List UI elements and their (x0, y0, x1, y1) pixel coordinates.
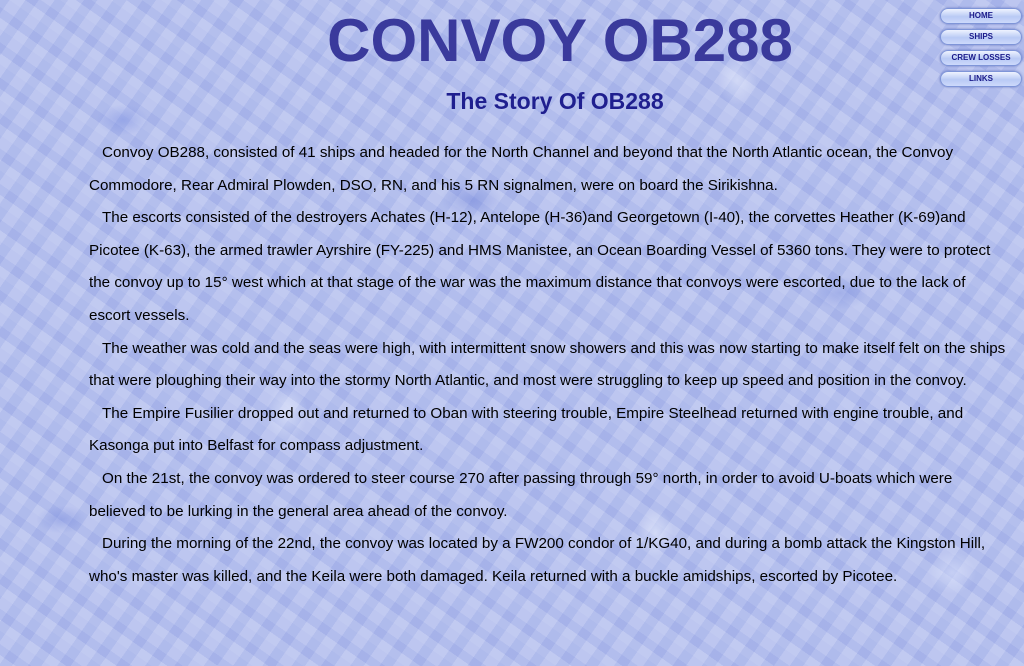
nav-ships-button[interactable]: SHIPS (940, 29, 1022, 45)
story-paragraph: The escorts consisted of the destroyers Achates (H-12), Antelope (H-36)and Georgetown (I-40), the corvettes Heather (K-69)and Picotee (K-63), the armed trawler Ayrshire (FY-225) and HMS Manistee, an Ocean Boarding Vessel of 5360 tons. They were to protect the convoy up to 15° west which at that stage of the war was the maximum distance that convoys were escorted, due to the lack of escort vessels. (89, 209, 991, 324)
story-paragraph: Convoy OB288, consisted of 41 ships and headed for the North Channel and beyond that the North Atlantic ocean, the Convoy Commodore, Rear Admiral Plowden, DSO, RN, and his 5 RN signalmen, were on board the Sirikishna. (89, 144, 954, 194)
story-body (89, 137, 1009, 593)
page-subtitle: The Story Of OB288 (446, 88, 664, 114)
nav-links-button[interactable]: LINKS (940, 71, 1022, 87)
nav-menu (940, 8, 1022, 92)
nav-crew-losses-button[interactable]: CREW LOSSES (940, 50, 1022, 66)
nav-home-button[interactable]: HOME (940, 8, 1022, 24)
story-paragraph: During the morning of the 22nd, the convoy was located by a FW200 condor of 1/KG40, and during a bomb attack the Kingston Hill, who's master was killed, and the Keila were both damaged. Keila returned with a buckle amidships, escorted by Picotee. (89, 535, 986, 585)
story-paragraph: The Empire Fusilier dropped out and returned to Oban with steering trouble, Empire Steelhead returned with engine trouble, and Kasonga put into Belfast for compass adjustment. (89, 404, 964, 455)
story-paragraph: The weather was cold and the seas were high, with intermittent snow showers and this was now starting to make itself felt on the ships that were ploughing their way into the stormy North Atlantic, and most were struggling to keep up speed and position in the convoy. (89, 339, 1006, 390)
page-title: CONVOY OB288 (327, 7, 793, 74)
story-paragraph: On the 21st, the convoy was ordered to steer course 270 after passing through 59° north, in order to avoid U-boats which were believed to be lurking in the general area ahead of the convoy. (89, 469, 953, 520)
